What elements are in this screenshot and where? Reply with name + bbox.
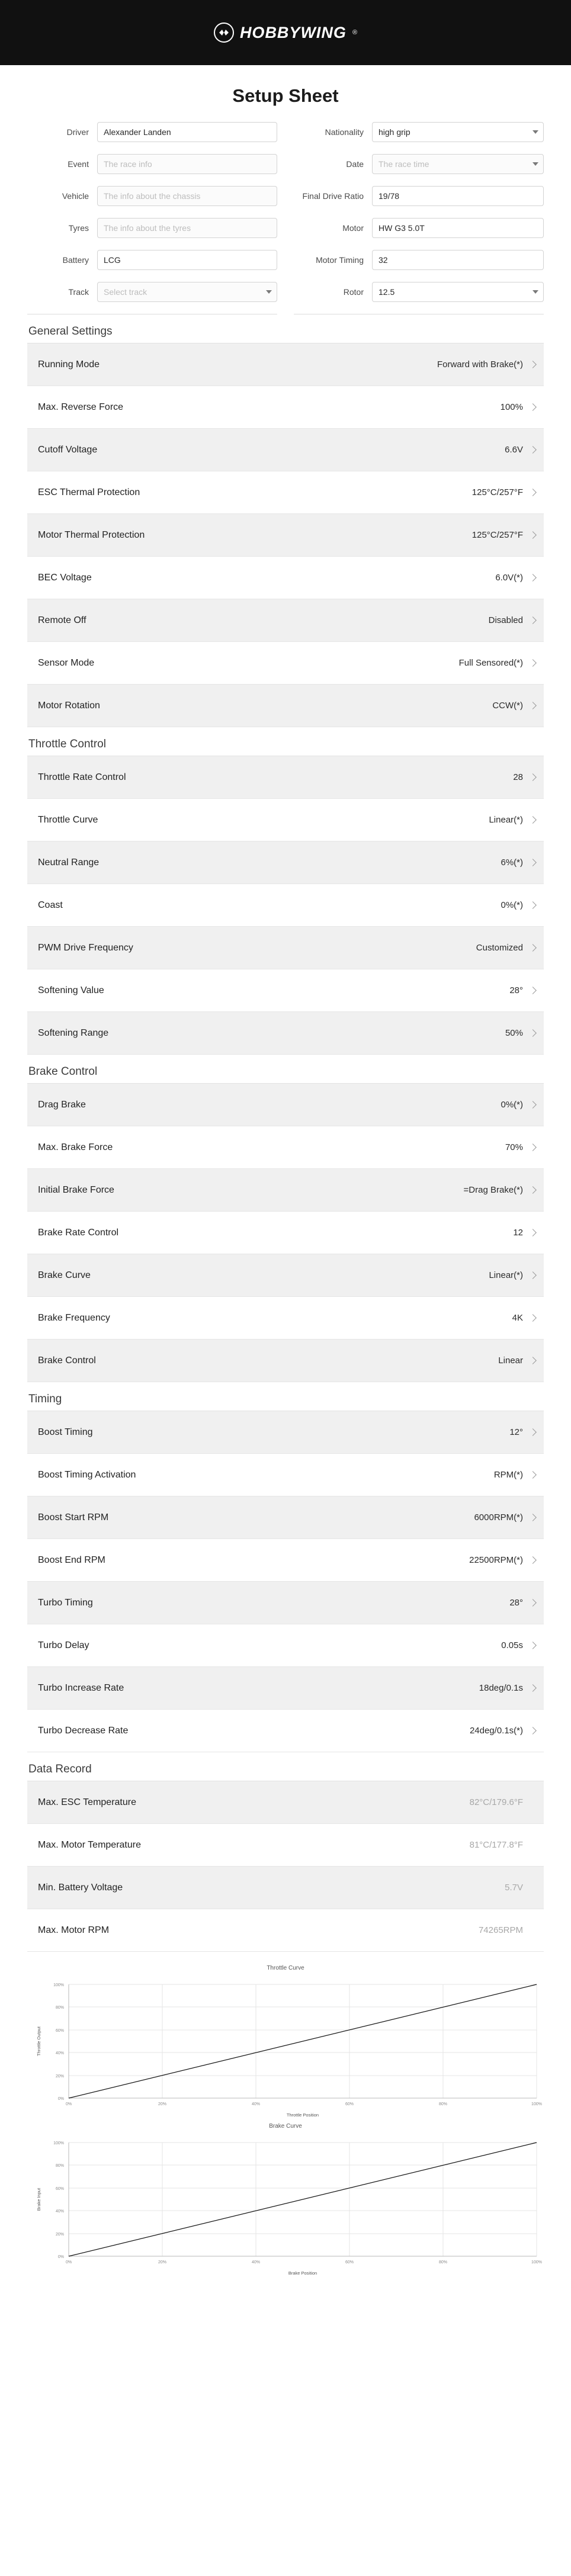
settings-list: [27, 1083, 544, 1382]
settings-row: [27, 1867, 544, 1909]
settings-list: [27, 1781, 544, 1952]
settings-row-value: 0.05s: [501, 1640, 523, 1650]
chevron-right-icon[interactable]: [529, 1029, 537, 1037]
field-label-rotor: Rotor: [343, 287, 364, 297]
settings-row-label: Turbo Timing: [38, 1597, 93, 1608]
section-title: Timing: [28, 1393, 62, 1405]
settings-row: [27, 1824, 544, 1867]
settings-row-label: Turbo Increase Rate: [38, 1682, 124, 1693]
field-driver: [27, 122, 286, 142]
settings-row-label: Motor Thermal Protection: [38, 529, 145, 540]
settings-list: [27, 343, 544, 727]
field-label-motor-timing: Motor Timing: [316, 255, 364, 265]
settings-row-label: Brake Control: [38, 1355, 96, 1366]
settings-row-value: 6%(*): [501, 857, 523, 868]
settings-row-value: 12°: [509, 1427, 523, 1437]
brake-curve-chart: [27, 2123, 544, 2279]
settings-row[interactable]: [27, 557, 544, 599]
chevron-right-icon[interactable]: [529, 659, 537, 667]
settings-row[interactable]: [27, 343, 544, 386]
motor-input[interactable]: HW G3 5.0T: [372, 218, 544, 238]
field-label-driver: Driver: [66, 127, 89, 137]
settings-row[interactable]: [27, 599, 544, 642]
settings-row: [27, 1781, 544, 1824]
settings-row-label: BEC Voltage: [38, 572, 92, 583]
settings-list: [27, 756, 544, 1055]
settings-row[interactable]: [27, 884, 544, 927]
battery-input[interactable]: LCG: [97, 250, 277, 270]
form-row: [27, 154, 544, 174]
field-nationality: [286, 122, 544, 142]
chevron-right-icon[interactable]: [529, 1684, 537, 1692]
settings-row-label: Max. Motor RPM: [38, 1925, 110, 1935]
chevron-right-icon[interactable]: [529, 1314, 537, 1322]
settings-row-label: Min. Battery Voltage: [38, 1882, 123, 1893]
chevron-right-icon[interactable]: [529, 403, 537, 411]
throttle-curve-svg: [27, 1973, 544, 2121]
throttle-xlabel: Throttle Position: [286, 2112, 319, 2118]
settings-row[interactable]: [27, 1624, 544, 1667]
settings-row-value: Full Sensored(*): [458, 658, 523, 668]
settings-row-label: Boost Timing: [38, 1427, 93, 1437]
settings-row-value: Linear(*): [489, 1270, 523, 1280]
settings-sections: [0, 325, 571, 1952]
field-battery: [27, 250, 286, 270]
settings-row-label: Softening Value: [38, 985, 104, 995]
field-final-drive-ratio: [286, 186, 544, 206]
chevron-right-icon[interactable]: [529, 1599, 537, 1607]
app-header: [0, 0, 571, 65]
settings-row[interactable]: [27, 969, 544, 1012]
settings-row-label: Coast: [38, 900, 63, 910]
settings-row-label: Boost Start RPM: [38, 1512, 109, 1523]
settings-row-label: Softening Range: [38, 1027, 109, 1038]
brake-xtick-100: 100%: [531, 2260, 542, 2265]
field-rotor: [286, 282, 544, 302]
page-title: Setup Sheet: [232, 85, 339, 106]
brake-xtick-80: 80%: [438, 2260, 448, 2265]
settings-row[interactable]: [27, 1667, 544, 1710]
brake-xtick-40: 40%: [251, 2260, 261, 2265]
throttle-xtick-20: 20%: [158, 2102, 167, 2106]
throttle-ytick-20: 20%: [55, 2074, 64, 2079]
settings-row-value: 4K: [512, 1313, 523, 1323]
brake-xtick-0: 0%: [65, 2260, 72, 2265]
settings-row-label: Boost Timing Activation: [38, 1469, 136, 1480]
section-title: Brake Control: [28, 1065, 98, 1078]
settings-row: [27, 1909, 544, 1952]
throttle-ytick-60: 60%: [55, 2029, 64, 2033]
throttle-ytick-80: 80%: [55, 2006, 64, 2010]
chevron-right-icon[interactable]: [529, 1229, 537, 1236]
chevron-right-icon[interactable]: [529, 446, 537, 454]
chevron-right-icon[interactable]: [529, 616, 537, 624]
settings-row-value: 81°C/177.8°F: [469, 1840, 523, 1850]
throttle-xtick-80: 80%: [438, 2102, 448, 2106]
settings-row-value: Disabled: [488, 615, 523, 625]
chevron-right-icon[interactable]: [529, 944, 537, 952]
throttle-curve-line: [69, 1984, 537, 2098]
field-label-vehicle: Vehicle: [62, 191, 89, 201]
settings-row[interactable]: [27, 1710, 544, 1752]
settings-row[interactable]: [27, 1340, 544, 1382]
chevron-right-icon[interactable]: [529, 773, 537, 781]
chevron-right-icon[interactable]: [529, 1271, 537, 1279]
throttle-ytick-40: 40%: [55, 2051, 64, 2055]
settings-row-label: Remote Off: [38, 615, 86, 625]
field-motor: [286, 218, 544, 238]
section-data-record: [0, 1763, 571, 1952]
settings-row[interactable]: [27, 386, 544, 429]
brake-ytick-80: 80%: [55, 2164, 64, 2168]
settings-row-value: 28°: [509, 1598, 523, 1608]
settings-row-value: 6.0V(*): [495, 573, 523, 583]
settings-row[interactable]: [27, 927, 544, 969]
chevron-right-icon[interactable]: [529, 1556, 537, 1564]
settings-row-label: Sensor Mode: [38, 657, 95, 668]
settings-row-label: Running Mode: [38, 359, 100, 370]
settings-row[interactable]: [27, 756, 544, 799]
setup-form: [0, 122, 571, 302]
settings-row-value: =Drag Brake(*): [463, 1185, 523, 1195]
chevron-right-icon[interactable]: [529, 531, 537, 539]
charts-area: [0, 1952, 571, 2302]
field-label-date: Date: [346, 159, 364, 169]
chevron-right-icon[interactable]: [529, 901, 537, 909]
settings-row[interactable]: [27, 642, 544, 685]
field-vehicle: [27, 186, 286, 206]
settings-row[interactable]: [27, 1126, 544, 1169]
date-select[interactable]: [372, 154, 544, 174]
chevron-right-icon[interactable]: [529, 987, 537, 994]
settings-row-value: 0%(*): [501, 900, 523, 910]
settings-row-value: 18deg/0.1s: [479, 1683, 523, 1693]
brand-registered-mark: ®: [352, 29, 358, 36]
brake-curve-line: [69, 2143, 537, 2256]
settings-row-label: Max. Brake Force: [38, 1142, 113, 1152]
field-label-motor: Motor: [342, 223, 364, 233]
chevron-right-icon[interactable]: [529, 1471, 537, 1479]
settings-row-value: Linear(*): [489, 815, 523, 825]
settings-row[interactable]: [27, 1411, 544, 1454]
chevron-down-icon: [532, 290, 538, 294]
settings-row-value: 12: [513, 1228, 523, 1238]
field-label-nationality: Nationality: [325, 127, 364, 137]
settings-row[interactable]: [27, 1254, 544, 1297]
chevron-right-icon[interactable]: [529, 816, 537, 824]
chevron-right-icon[interactable]: [529, 1101, 537, 1109]
throttle-ytick-0: 0%: [57, 2097, 64, 2101]
settings-row-label: Throttle Rate Control: [38, 772, 126, 782]
form-row: [27, 282, 544, 302]
settings-row[interactable]: [27, 1012, 544, 1055]
throttle-ytick-100: 100%: [53, 1983, 64, 1987]
settings-row[interactable]: [27, 1582, 544, 1624]
section-brake-control: [0, 1065, 571, 1382]
brake-ytick-20: 20%: [55, 2233, 64, 2237]
settings-row[interactable]: [27, 799, 544, 841]
brake-xtick-20: 20%: [158, 2260, 167, 2265]
field-tyres: [27, 218, 286, 238]
settings-row[interactable]: [27, 514, 544, 557]
rotor-value: 12.5: [378, 287, 395, 297]
settings-row[interactable]: [27, 471, 544, 514]
settings-row-label: Motor Rotation: [38, 700, 100, 711]
settings-row-label: PWM Drive Frequency: [38, 942, 133, 953]
settings-row-label: Neutral Range: [38, 857, 100, 868]
settings-row-label: Max. Reverse Force: [38, 402, 124, 412]
nationality-select[interactable]: [372, 122, 544, 142]
settings-row-label: Brake Rate Control: [38, 1227, 119, 1238]
chevron-down-icon: [532, 162, 538, 166]
settings-row[interactable]: [27, 841, 544, 884]
settings-row[interactable]: [27, 1454, 544, 1496]
section-title: Throttle Control: [28, 738, 106, 750]
settings-row[interactable]: [27, 1496, 544, 1539]
brand-name: HOBBYWING: [239, 23, 347, 41]
chevron-right-icon[interactable]: [529, 489, 537, 496]
throttle-curve-chart: [27, 1965, 544, 2121]
event-input[interactable]: The race info: [97, 154, 277, 174]
form-row: [27, 122, 544, 142]
field-label-track: Track: [68, 287, 89, 297]
brake-curve-title: Brake Curve: [269, 2123, 302, 2129]
field-event: [27, 154, 286, 174]
settings-row-value: Forward with Brake(*): [437, 359, 523, 370]
throttle-curve-title: Throttle Curve: [267, 1965, 304, 1971]
brake-xlabel: Brake Position: [288, 2270, 317, 2276]
settings-row-value: 82°C/179.6°F: [469, 1797, 523, 1807]
throttle-xtick-60: 60%: [345, 2102, 354, 2106]
settings-row-label: Initial Brake Force: [38, 1184, 114, 1195]
field-date: [286, 154, 544, 174]
chevron-down-icon: [266, 290, 272, 294]
throttle-xtick-100: 100%: [531, 2102, 542, 2106]
chevron-right-icon[interactable]: [529, 1428, 537, 1436]
settings-row-value: 24deg/0.1s(*): [469, 1726, 523, 1736]
settings-row-value: CCW(*): [492, 701, 523, 711]
settings-row-value: 100%: [500, 402, 523, 412]
brake-curve-svg: [27, 2131, 544, 2279]
settings-row-label: Max. ESC Temperature: [38, 1797, 136, 1807]
section-general-settings: [0, 325, 571, 727]
brake-ytick-100: 100%: [53, 2141, 64, 2145]
field-motor-timing: [286, 250, 544, 270]
field-label-tyres: Tyres: [68, 223, 89, 233]
settings-row-label: Cutoff Voltage: [38, 444, 98, 455]
section-timing: [0, 1393, 571, 1752]
settings-row-value: 6.6V: [505, 445, 523, 455]
settings-row-value: 6000RPM(*): [474, 1512, 523, 1523]
settings-row-value: 5.7V: [505, 1883, 523, 1893]
field-label-event: Event: [68, 159, 89, 169]
nationality-value: high grip: [378, 127, 410, 137]
track-select[interactable]: [97, 282, 277, 302]
settings-row[interactable]: [27, 1169, 544, 1212]
settings-row-value: RPM(*): [493, 1470, 523, 1480]
chevron-right-icon[interactable]: [529, 1186, 537, 1194]
tyres-input[interactable]: The info about the tyres: [97, 218, 277, 238]
settings-row-value: 0%(*): [501, 1100, 523, 1110]
settings-row-value: 70%: [505, 1142, 523, 1152]
chevron-right-icon[interactable]: [529, 574, 537, 582]
settings-row-label: Max. Motor Temperature: [38, 1839, 141, 1850]
settings-row-value: Customized: [476, 943, 523, 953]
final-drive-ratio-input[interactable]: 19/78: [372, 186, 544, 206]
chevron-right-icon[interactable]: [529, 1514, 537, 1521]
throttle-ylabel: Throttle Output: [36, 2026, 41, 2057]
settings-row-label: Turbo Delay: [38, 1640, 89, 1650]
track-value: Select track: [104, 287, 147, 297]
field-track: [27, 282, 286, 302]
settings-row-value: 125°C/257°F: [471, 487, 523, 497]
settings-row-label: Drag Brake: [38, 1099, 86, 1110]
settings-row[interactable]: [27, 429, 544, 471]
brake-ytick-0: 0%: [57, 2255, 64, 2259]
section-title: General Settings: [28, 325, 113, 338]
settings-row[interactable]: [27, 685, 544, 727]
settings-row-label: ESC Thermal Protection: [38, 487, 140, 497]
chevron-right-icon[interactable]: [529, 361, 537, 368]
settings-row[interactable]: [27, 1084, 544, 1126]
chevron-right-icon[interactable]: [529, 702, 537, 709]
brand: [214, 23, 357, 43]
rotor-select[interactable]: [372, 282, 544, 302]
chevron-right-icon[interactable]: [529, 1144, 537, 1151]
vehicle-input[interactable]: The info about the chassis: [97, 186, 277, 206]
settings-row-label: Brake Frequency: [38, 1312, 110, 1323]
settings-row-value: Linear: [498, 1356, 523, 1366]
date-value: The race time: [378, 159, 429, 169]
chevron-right-icon[interactable]: [529, 1357, 537, 1364]
settings-row-value: 22500RPM(*): [469, 1555, 523, 1565]
driver-input[interactable]: Alexander Landen: [97, 122, 277, 142]
chevron-right-icon[interactable]: [529, 1642, 537, 1649]
settings-row[interactable]: [27, 1212, 544, 1254]
brake-ytick-60: 60%: [55, 2187, 64, 2191]
settings-row-label: Throttle Curve: [38, 814, 98, 825]
settings-row-label: Turbo Decrease Rate: [38, 1725, 129, 1736]
chevron-right-icon[interactable]: [529, 859, 537, 866]
settings-row[interactable]: [27, 1297, 544, 1340]
form-row: [27, 250, 544, 270]
brake-xtick-60: 60%: [345, 2260, 354, 2265]
motor-timing-input[interactable]: 32: [372, 250, 544, 270]
settings-list: [27, 1411, 544, 1752]
form-row: [27, 186, 544, 206]
settings-row[interactable]: [27, 1539, 544, 1582]
field-label-final-drive-ratio: Final Drive Ratio: [302, 191, 364, 201]
settings-row-value: 125°C/257°F: [471, 530, 523, 540]
form-row: [27, 218, 544, 238]
settings-row-label: Boost End RPM: [38, 1554, 105, 1565]
section-throttle-control: [0, 738, 571, 1055]
brake-ylabel: Brake Input: [36, 2188, 41, 2211]
chevron-right-icon[interactable]: [529, 1727, 537, 1735]
settings-row-value: 50%: [505, 1028, 523, 1038]
section-title: Data Record: [28, 1763, 92, 1775]
settings-row-value: 28: [513, 772, 523, 782]
settings-row-value: 28°: [509, 985, 523, 995]
brake-ytick-40: 40%: [55, 2209, 64, 2214]
throttle-xtick-40: 40%: [251, 2102, 261, 2106]
chevron-down-icon: [532, 130, 538, 134]
settings-row-label: Brake Curve: [38, 1270, 91, 1280]
throttle-xtick-0: 0%: [65, 2102, 72, 2106]
hobbywing-logo-icon: [214, 23, 234, 43]
field-label-battery: Battery: [62, 255, 89, 265]
settings-row-value: 74265RPM: [478, 1925, 523, 1935]
